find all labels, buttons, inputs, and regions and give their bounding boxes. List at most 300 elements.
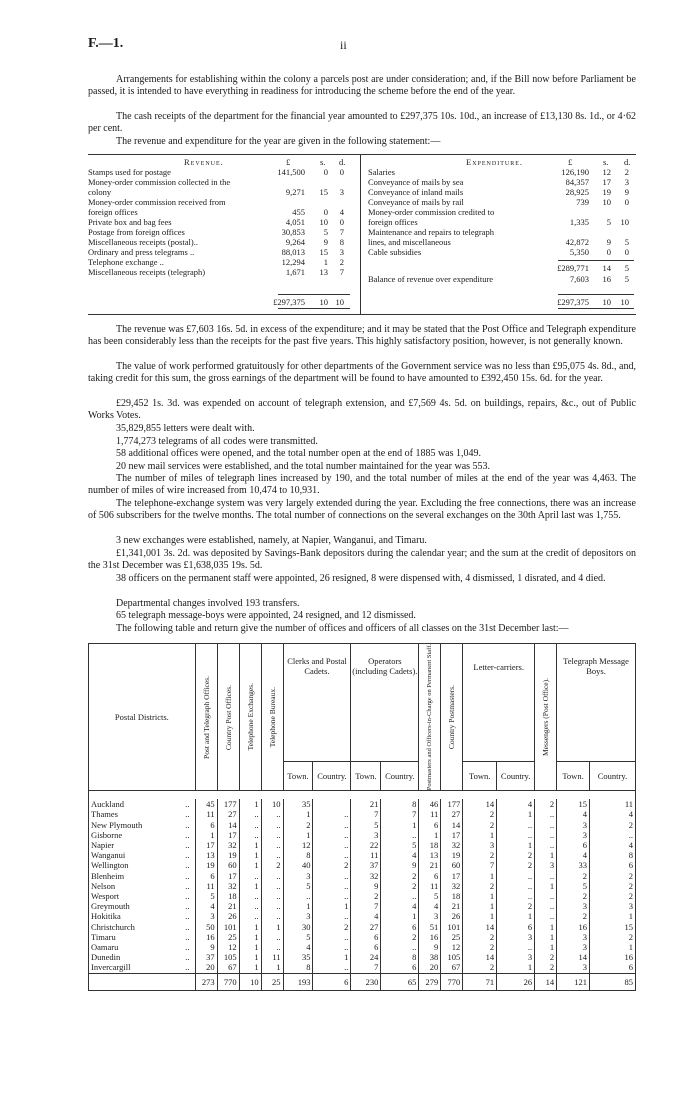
total-cell: 26 (497, 973, 535, 990)
table-cell: 14 (463, 799, 497, 809)
paragraph-telegrams: 1,774,273 telegrams of all codes were transmitted. (116, 435, 318, 447)
expenditure-label: Cable subsidies (368, 247, 422, 257)
table-cell: 4 (381, 850, 419, 860)
table-cell: .. (183, 820, 195, 830)
revenue-label: Money-order commission collected in the (88, 177, 231, 187)
district-name: Timaru (89, 932, 184, 942)
table-cell: 1 (283, 901, 313, 911)
table-cell: .. (261, 881, 283, 891)
table-cell: .. (183, 850, 195, 860)
table-cell: 2 (463, 820, 497, 830)
header-clerks-cadets: Clerks and Postal Cadets. (283, 644, 351, 762)
table-cell: 30 (283, 922, 313, 932)
district-name: Christchurch (89, 922, 184, 932)
table-cell: 3 (557, 901, 590, 911)
table-cell: 2 (535, 952, 557, 962)
table-cell: 51 (419, 922, 441, 932)
paragraph-table-intro: The following table and return give the number of offices and officers of all classes on the 31st December last:— (116, 622, 569, 634)
table-cell: 2 (557, 911, 590, 921)
table-row (89, 911, 636, 921)
table-cell: 1 (239, 840, 261, 850)
revenue-label: Miscellaneous receipts (postal).. (88, 237, 198, 247)
table-row (89, 891, 636, 901)
revenue-pounds: 12,294 (281, 257, 305, 267)
table-cell: 105 (217, 952, 239, 962)
table-cell: 1 (497, 809, 535, 819)
paragraph-telegraph-extension: £29,452 1s. 3d. was expended on account of telegraph extension, and £7,569 4s. 5d. on buildings, repairs, &c., out of Public Works Votes. (88, 398, 636, 422)
total-cell: 770 (217, 973, 239, 990)
table-cell: 3 (557, 942, 590, 952)
revenue-pounds: 88,013 (281, 247, 305, 257)
paragraph-staff-changes: 38 officers on the permanent staff were appointed, 26 resigned, 8 were dispensed with, 4 dismissed, 1 disrated, and 4 died. (116, 572, 606, 584)
expenditure-shillings: 10 (602, 197, 611, 207)
revenue-pounds: 4,051 (285, 217, 305, 227)
table-cell: .. (313, 830, 351, 840)
expenditure-shillings: 12 (602, 167, 611, 177)
table-cell: 2 (497, 901, 535, 911)
table-cell: 1 (239, 942, 261, 952)
table-cell: 19 (441, 850, 463, 860)
table-cell: 2 (589, 820, 635, 830)
table-cell: 2 (381, 881, 419, 891)
total-cell: 193 (283, 973, 313, 990)
expenditure-subtotal-pounds: £289,771 (557, 263, 589, 273)
table-cell: .. (261, 901, 283, 911)
table-cell: .. (497, 881, 535, 891)
table-cell: .. (313, 850, 351, 860)
revenue-label-continued: colony (88, 187, 112, 197)
expenditure-total-shillings: 10 (602, 297, 611, 307)
paragraph-statement-intro: The revenue and expenditure for the year are given in the following statement:— (116, 136, 441, 147)
table-cell: 3 (497, 952, 535, 962)
table-cell: 2 (463, 881, 497, 891)
spacer-row (89, 791, 636, 800)
table-cell: .. (535, 871, 557, 881)
table-cell: .. (183, 830, 195, 840)
expenditure-shillings-unit: s. (603, 157, 609, 167)
statement-divider (360, 154, 361, 314)
header-clerks-town: Town. (283, 761, 313, 791)
revenue-label: Postage from foreign offices (88, 227, 185, 237)
table-row (89, 962, 636, 973)
table-cell: .. (261, 942, 283, 952)
table-cell: .. (261, 850, 283, 860)
table-cell: 1 (261, 922, 283, 932)
table-cell: 13 (195, 850, 217, 860)
expenditure-heading: Expenditure. (466, 157, 523, 167)
total-cell: 230 (351, 973, 381, 990)
paragraph-mail-services: 20 new mail services were established, and the total number maintained for the year was 553. (116, 460, 491, 472)
table-cell: 32 (441, 840, 463, 850)
table-cell: 4 (381, 901, 419, 911)
table-cell: 1 (239, 952, 261, 962)
table-cell: .. (497, 942, 535, 952)
table-cell: 1 (239, 881, 261, 891)
table-cell: 16 (195, 932, 217, 942)
table-cell: 32 (217, 840, 239, 850)
table-cell: 1 (239, 850, 261, 860)
expenditure-pounds: 739 (576, 197, 589, 207)
revenue-pence-unit: d. (339, 157, 346, 167)
table-cell: 1 (497, 840, 535, 850)
table-row (89, 942, 636, 952)
expenditure-total-rule (558, 294, 634, 295)
table-cell: 1 (313, 901, 351, 911)
table-cell: 2 (535, 799, 557, 809)
table-cell: 1 (463, 830, 497, 840)
table-cell: 9 (381, 860, 419, 870)
table-cell: 3 (283, 871, 313, 881)
table-cell: 2 (589, 881, 635, 891)
revenue-total-pounds: £297,375 (273, 297, 305, 307)
table-cell: 32 (217, 881, 239, 891)
expenditure-pounds: 5,350 (569, 247, 589, 257)
table-cell: .. (313, 962, 351, 973)
expenditure-shillings: 17 (602, 177, 611, 187)
table-cell: .. (183, 922, 195, 932)
table-cell: 67 (441, 962, 463, 973)
header-telephone-bureaux: Telephone Bureaux. (261, 644, 283, 791)
revenue-label: Telephone exchange .. (88, 257, 164, 267)
header-clerks-country: Country. (313, 761, 351, 791)
table-cell: .. (283, 891, 313, 901)
table-cell: 3 (195, 911, 217, 921)
paragraph-message-boys: 65 telegraph message-boys were appointed, 24 resigned, and 12 dismissed. (116, 610, 416, 621)
header-country-postmasters: Country Postmasters. (441, 644, 463, 791)
table-cell: 2 (557, 891, 590, 901)
revenue-shillings-unit: s. (320, 157, 326, 167)
table-cell: .. (535, 809, 557, 819)
balance-label: Balance of revenue over expenditure (368, 274, 494, 284)
table-cell: 25 (441, 932, 463, 942)
table-cell: .. (535, 820, 557, 830)
revenue-pence: 0 (339, 167, 344, 177)
table-cell: .. (239, 820, 261, 830)
table-cell: 1 (589, 942, 635, 952)
table-cell: 8 (283, 850, 313, 860)
table-cell: 17 (217, 871, 239, 881)
table-cell: 3 (419, 911, 441, 921)
header-postal-districts: Postal Districts. (89, 644, 196, 791)
table-cell: 2 (463, 962, 497, 973)
table-row (89, 881, 636, 891)
expenditure-pounds: 28,925 (565, 187, 589, 197)
expenditure-subtotal-shillings: 14 (602, 263, 611, 273)
table-cell: .. (239, 871, 261, 881)
table-cell: 17 (441, 830, 463, 840)
total-cell: 6 (313, 973, 351, 990)
revenue-pence: 0 (339, 217, 344, 227)
table-cell: 6 (381, 922, 419, 932)
table-cell: 2 (313, 860, 351, 870)
header-post-telegraph-offices: Post and Telegraph Offices. (195, 644, 217, 791)
header-operators-country: Country. (381, 761, 419, 791)
table-cell: 177 (217, 799, 239, 809)
table-cell: 35 (283, 799, 313, 809)
table-cell: 1 (239, 932, 261, 942)
table-cell: .. (239, 830, 261, 840)
balance-shillings: 16 (602, 274, 611, 284)
table-cell: .. (183, 840, 195, 850)
table-cell (313, 799, 351, 809)
table-cell: 2 (313, 922, 351, 932)
table-cell: .. (313, 809, 351, 819)
table-cell: .. (239, 911, 261, 921)
expenditure-pence: 10 (620, 217, 629, 227)
table-cell: 1 (239, 922, 261, 932)
table-cell: 1 (283, 809, 313, 819)
revenue-expenditure-statement (88, 150, 636, 316)
table-cell: 16 (589, 952, 635, 962)
table-cell: .. (183, 799, 195, 809)
table-cell: 2 (557, 871, 590, 881)
table-cell: 37 (351, 860, 381, 870)
table-cell: 18 (217, 891, 239, 901)
table-cell: 50 (195, 922, 217, 932)
table-cell: 3 (557, 830, 590, 840)
table-cell: 101 (441, 922, 463, 932)
table-cell: 11 (351, 850, 381, 860)
table-cell: 4 (589, 840, 635, 850)
revenue-pence: 4 (339, 207, 344, 217)
table-cell: 6 (589, 962, 635, 973)
table-cell: 6 (351, 942, 381, 952)
table-body (89, 791, 636, 990)
table-cell: 32 (441, 881, 463, 891)
table-cell: 1 (463, 911, 497, 921)
revenue-label: Stamps used for postage (88, 167, 171, 177)
revenue-shillings: 15 (319, 187, 328, 197)
table-cell: 5 (419, 891, 441, 901)
table-cell: 17 (217, 830, 239, 840)
district-name: Greymouth (89, 901, 184, 911)
table-cell: 15 (589, 922, 635, 932)
table-cell: 1 (535, 881, 557, 891)
table-cell: 1 (381, 820, 419, 830)
expenditure-subtotal-rule (558, 260, 634, 261)
totals-row (89, 973, 636, 990)
expenditure-pence: 3 (624, 177, 629, 187)
paragraph-savings-bank: £1,341,001 3s. 2d. was deposited by Savings-Bank depositors during the calendar year; and the sum at the credit of depositors on the 31st December was £1,638,035 19s. 5d. (88, 547, 636, 571)
table-cell: 18 (419, 840, 441, 850)
table-cell: 3 (463, 840, 497, 850)
revenue-shillings: 10 (319, 217, 328, 227)
table-cell: 1 (239, 962, 261, 973)
table-cell: 26 (441, 911, 463, 921)
table-cell: 8 (589, 850, 635, 860)
district-name: Hokitika (89, 911, 184, 921)
table-cell: 25 (217, 932, 239, 942)
table-cell: 24 (351, 952, 381, 962)
table-cell: 6 (497, 922, 535, 932)
table-row (89, 932, 636, 942)
expenditure-label: Money-order commission credited to (368, 207, 495, 217)
table-cell: 11 (589, 799, 635, 809)
district-name: New Plymouth (89, 820, 184, 830)
district-name: Napier (89, 840, 184, 850)
table-cell: 21 (441, 901, 463, 911)
expenditure-total-underline (558, 308, 634, 309)
district-name: Dunedin (89, 952, 184, 962)
revenue-pounds: 455 (292, 207, 305, 217)
revenue-shillings: 1 (323, 257, 328, 267)
table-cell: .. (261, 891, 283, 901)
table-cell: .. (183, 860, 195, 870)
table-cell: 6 (195, 820, 217, 830)
table-cell: 10 (261, 799, 283, 809)
table-cell: 12 (441, 942, 463, 952)
table-cell: 1 (535, 850, 557, 860)
revenue-pounds: 1,671 (285, 267, 305, 277)
expenditure-subtotal-pence: 5 (624, 263, 629, 273)
table-cell: 45 (195, 799, 217, 809)
revenue-label-continued: foreign offices (88, 207, 138, 217)
expenditure-label: Conveyance of inland mails (368, 187, 464, 197)
district-name: Nelson (89, 881, 184, 891)
table-cell: 1 (589, 911, 635, 921)
table-cell: 2 (463, 809, 497, 819)
table-cell: 2 (381, 932, 419, 942)
expenditure-label-continued: lines, and miscellaneous (368, 237, 451, 247)
total-cell: 71 (463, 973, 497, 990)
revenue-pounds: 9,271 (285, 187, 305, 197)
table-cell: .. (183, 871, 195, 881)
table-cell: .. (535, 891, 557, 901)
table-cell: 4 (589, 809, 635, 819)
revenue-shillings: 5 (323, 227, 328, 237)
paragraph-revenue-excess: The revenue was £7,603 16s. 5d. in excess of the expenditure; and it may be stated that the Post Office and Telegraph expenditure has been considerably less than the receipts for the past five years. This highly satisfactory position, however, is not generally known. (88, 324, 636, 348)
table-cell: .. (261, 820, 283, 830)
revenue-pence: 8 (339, 237, 344, 247)
table-cell: 4 (419, 901, 441, 911)
table-cell: 1 (497, 911, 535, 921)
table-cell: 21 (419, 860, 441, 870)
table-cell: 14 (557, 952, 590, 962)
table-cell: 6 (419, 871, 441, 881)
paragraph-parcels-post: Arrangements for establishing within the colony a parcels post are under consideration; and, if the Bill now before Parliament be passed, it is intended to have everything in readiness for introducing the scheme before the end of the year. (88, 74, 636, 98)
table-cell: .. (261, 840, 283, 850)
district-name: Auckland (89, 799, 184, 809)
header-messengers: Messengers (Post Office). (535, 644, 557, 791)
revenue-pounds: 141,500 (277, 167, 305, 177)
table-cell: 3 (535, 860, 557, 870)
table-cell: .. (261, 809, 283, 819)
total-cell: 121 (557, 973, 590, 990)
table-row (89, 799, 636, 809)
expenditure-pence: 9 (624, 187, 629, 197)
total-cell: 25 (261, 973, 283, 990)
table-cell: 3 (497, 932, 535, 942)
table-cell: 7 (463, 860, 497, 870)
table-cell: 2 (497, 860, 535, 870)
table-cell: 21 (217, 901, 239, 911)
table-cell: .. (535, 840, 557, 850)
table-cell: 20 (195, 962, 217, 973)
revenue-pence: 3 (339, 187, 344, 197)
table-cell: .. (239, 809, 261, 819)
table-cell: .. (261, 932, 283, 942)
table-row (89, 840, 636, 850)
table-cell: 6 (195, 871, 217, 881)
table-cell: 13 (419, 850, 441, 860)
paragraph-letters: 35,829,855 letters were dealt with. (116, 423, 255, 434)
expenditure-total-pounds: £297,375 (557, 297, 589, 307)
table-cell: 11 (195, 809, 217, 819)
revenue-total-pence: 10 (335, 297, 344, 307)
table-cell: 11 (419, 809, 441, 819)
expenditure-label-continued: foreign offices (368, 217, 418, 227)
revenue-pounds: 30,853 (281, 227, 305, 237)
table-cell: .. (313, 932, 351, 942)
table-cell: 37 (195, 952, 217, 962)
table-cell: 101 (217, 922, 239, 932)
table-cell: .. (497, 871, 535, 881)
table-cell: .. (239, 901, 261, 911)
table-cell: 32 (351, 871, 381, 881)
table-cell: .. (313, 891, 351, 901)
revenue-shillings: 15 (319, 247, 328, 257)
district-name: Blenheim (89, 871, 184, 881)
header-operators-town: Town. (351, 761, 381, 791)
total-cell: 279 (419, 973, 441, 990)
revenue-total-rule (278, 294, 350, 295)
table-cell: 2 (381, 871, 419, 881)
table-row (89, 871, 636, 881)
table-cell: .. (183, 881, 195, 891)
totals-label-cell (89, 973, 196, 990)
table-cell: 1 (497, 962, 535, 973)
table-cell: 1 (381, 911, 419, 921)
expenditure-shillings: 19 (602, 187, 611, 197)
table-cell: 7 (351, 901, 381, 911)
expenditure-total-pence: 10 (620, 297, 629, 307)
table-cell: 17 (441, 871, 463, 881)
table-cell: 2 (463, 932, 497, 942)
district-name: Wellington (89, 860, 184, 870)
page-reference: F.—1. (88, 36, 124, 51)
table-cell: 5 (195, 891, 217, 901)
table-cell: 11 (261, 952, 283, 962)
table-cell: 22 (351, 840, 381, 850)
table-cell: 19 (195, 860, 217, 870)
table-cell: 18 (441, 891, 463, 901)
table-cell: 8 (283, 962, 313, 973)
table-cell: .. (381, 942, 419, 952)
header-country-post-offices: Country Post Offices. (217, 644, 239, 791)
header-letter-town: Town. (463, 761, 497, 791)
table-cell: 177 (441, 799, 463, 809)
balance-pounds: 7,603 (569, 274, 589, 284)
table-cell: 7 (351, 809, 381, 819)
table-cell: 1 (535, 922, 557, 932)
district-name: Wanganui (89, 850, 184, 860)
header-telephone-exchanges: Telephone Exchanges. (239, 644, 261, 791)
table-cell: .. (183, 911, 195, 921)
expenditure-pence: 0 (624, 247, 629, 257)
paragraph-new-exchanges: 3 new exchanges were established, namely, at Napier, Wanganui, and Timaru. (116, 535, 427, 546)
table-cell: 6 (589, 860, 635, 870)
table-cell: 1 (535, 942, 557, 952)
revenue-label: Private box and bag fees (88, 217, 172, 227)
expenditure-label: Conveyance of mails by sea (368, 177, 464, 187)
expenditure-label: Maintenance and repairs to telegraph (368, 227, 495, 237)
expenditure-pence-unit: d. (624, 157, 631, 167)
expenditure-shillings: 0 (606, 247, 611, 257)
total-cell: 770 (441, 973, 463, 990)
table-cell: 1 (313, 952, 351, 962)
table-cell: .. (183, 901, 195, 911)
table-cell: 35 (283, 952, 313, 962)
